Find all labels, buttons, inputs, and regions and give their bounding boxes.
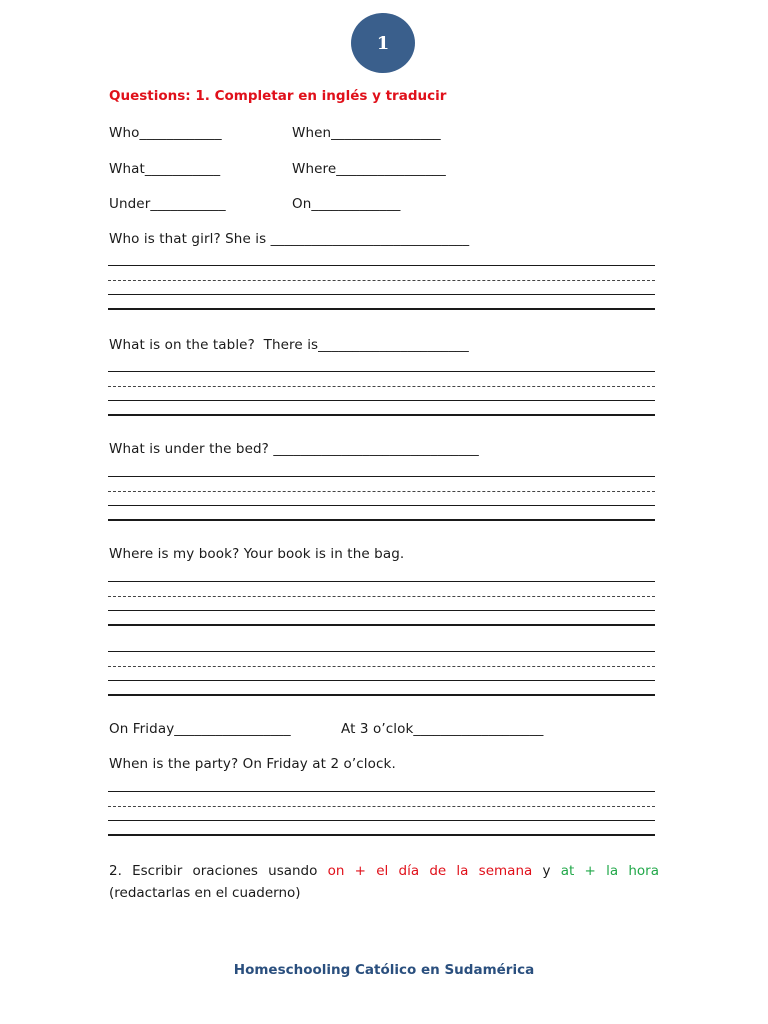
footer-text: Homeschooling Católico en Sudamérica [233, 962, 535, 978]
task-2-at-hour: at + la hora [560, 863, 659, 879]
answer-line [108, 400, 655, 401]
answer-line [108, 680, 655, 681]
answer-line [108, 820, 655, 821]
answer-line [108, 791, 655, 792]
question-what-is-under-the-bed: What is under the bed? ______________________________ [109, 441, 479, 457]
vocab-where: Where________________ [292, 161, 446, 177]
question-when-is-the-party: When is the party? On Friday at 2 o’clock. [109, 756, 396, 772]
task-2-intro: 2. Escribir oraciones usando [109, 863, 318, 879]
answer-line [108, 666, 655, 667]
question-what-is-on-the-table: What is on the table? There is______________________ [109, 337, 469, 353]
exercise-heading: Questions: 1. Completar en inglés y traducir [109, 88, 447, 104]
answer-line [108, 294, 655, 295]
answer-line [108, 476, 655, 477]
answer-line [108, 694, 655, 696]
answer-line [108, 308, 655, 310]
answer-line [108, 371, 655, 372]
answer-line [108, 651, 655, 652]
answer-line [108, 265, 655, 266]
answer-line [108, 505, 655, 506]
question-who-is-that-girl: Who is that girl? She is _____________________________ [109, 231, 470, 247]
on-friday-blank: On Friday_________________ [109, 721, 291, 737]
task-2-on-day: on + el día de la semana [327, 863, 533, 879]
answer-line [108, 491, 655, 492]
answer-line [108, 624, 655, 626]
answer-line [108, 834, 655, 836]
vocab-under: Under___________ [109, 196, 226, 212]
vocab-what: What___________ [109, 161, 221, 177]
answer-line [108, 581, 655, 582]
answer-line [108, 414, 655, 416]
answer-line [108, 519, 655, 521]
task-2-instruction [109, 860, 659, 883]
answer-line [108, 806, 655, 807]
vocab-when: When________________ [292, 125, 441, 141]
task-2-note: (redactarlas en el cuaderno) [109, 885, 301, 901]
vocab-who: Who____________ [109, 125, 222, 141]
answer-line [108, 280, 655, 281]
at-3-oclock-blank: At 3 o’clok___________________ [341, 721, 544, 737]
page-number: 1 [376, 32, 390, 54]
vocab-on: On_____________ [292, 196, 401, 212]
answer-line [108, 386, 655, 387]
answer-line [108, 610, 655, 611]
answer-line [108, 596, 655, 597]
task-2-and: y [542, 863, 551, 879]
question-where-is-my-book: Where is my book? Your book is in the bag. [109, 546, 405, 562]
page-number-badge [351, 13, 415, 73]
